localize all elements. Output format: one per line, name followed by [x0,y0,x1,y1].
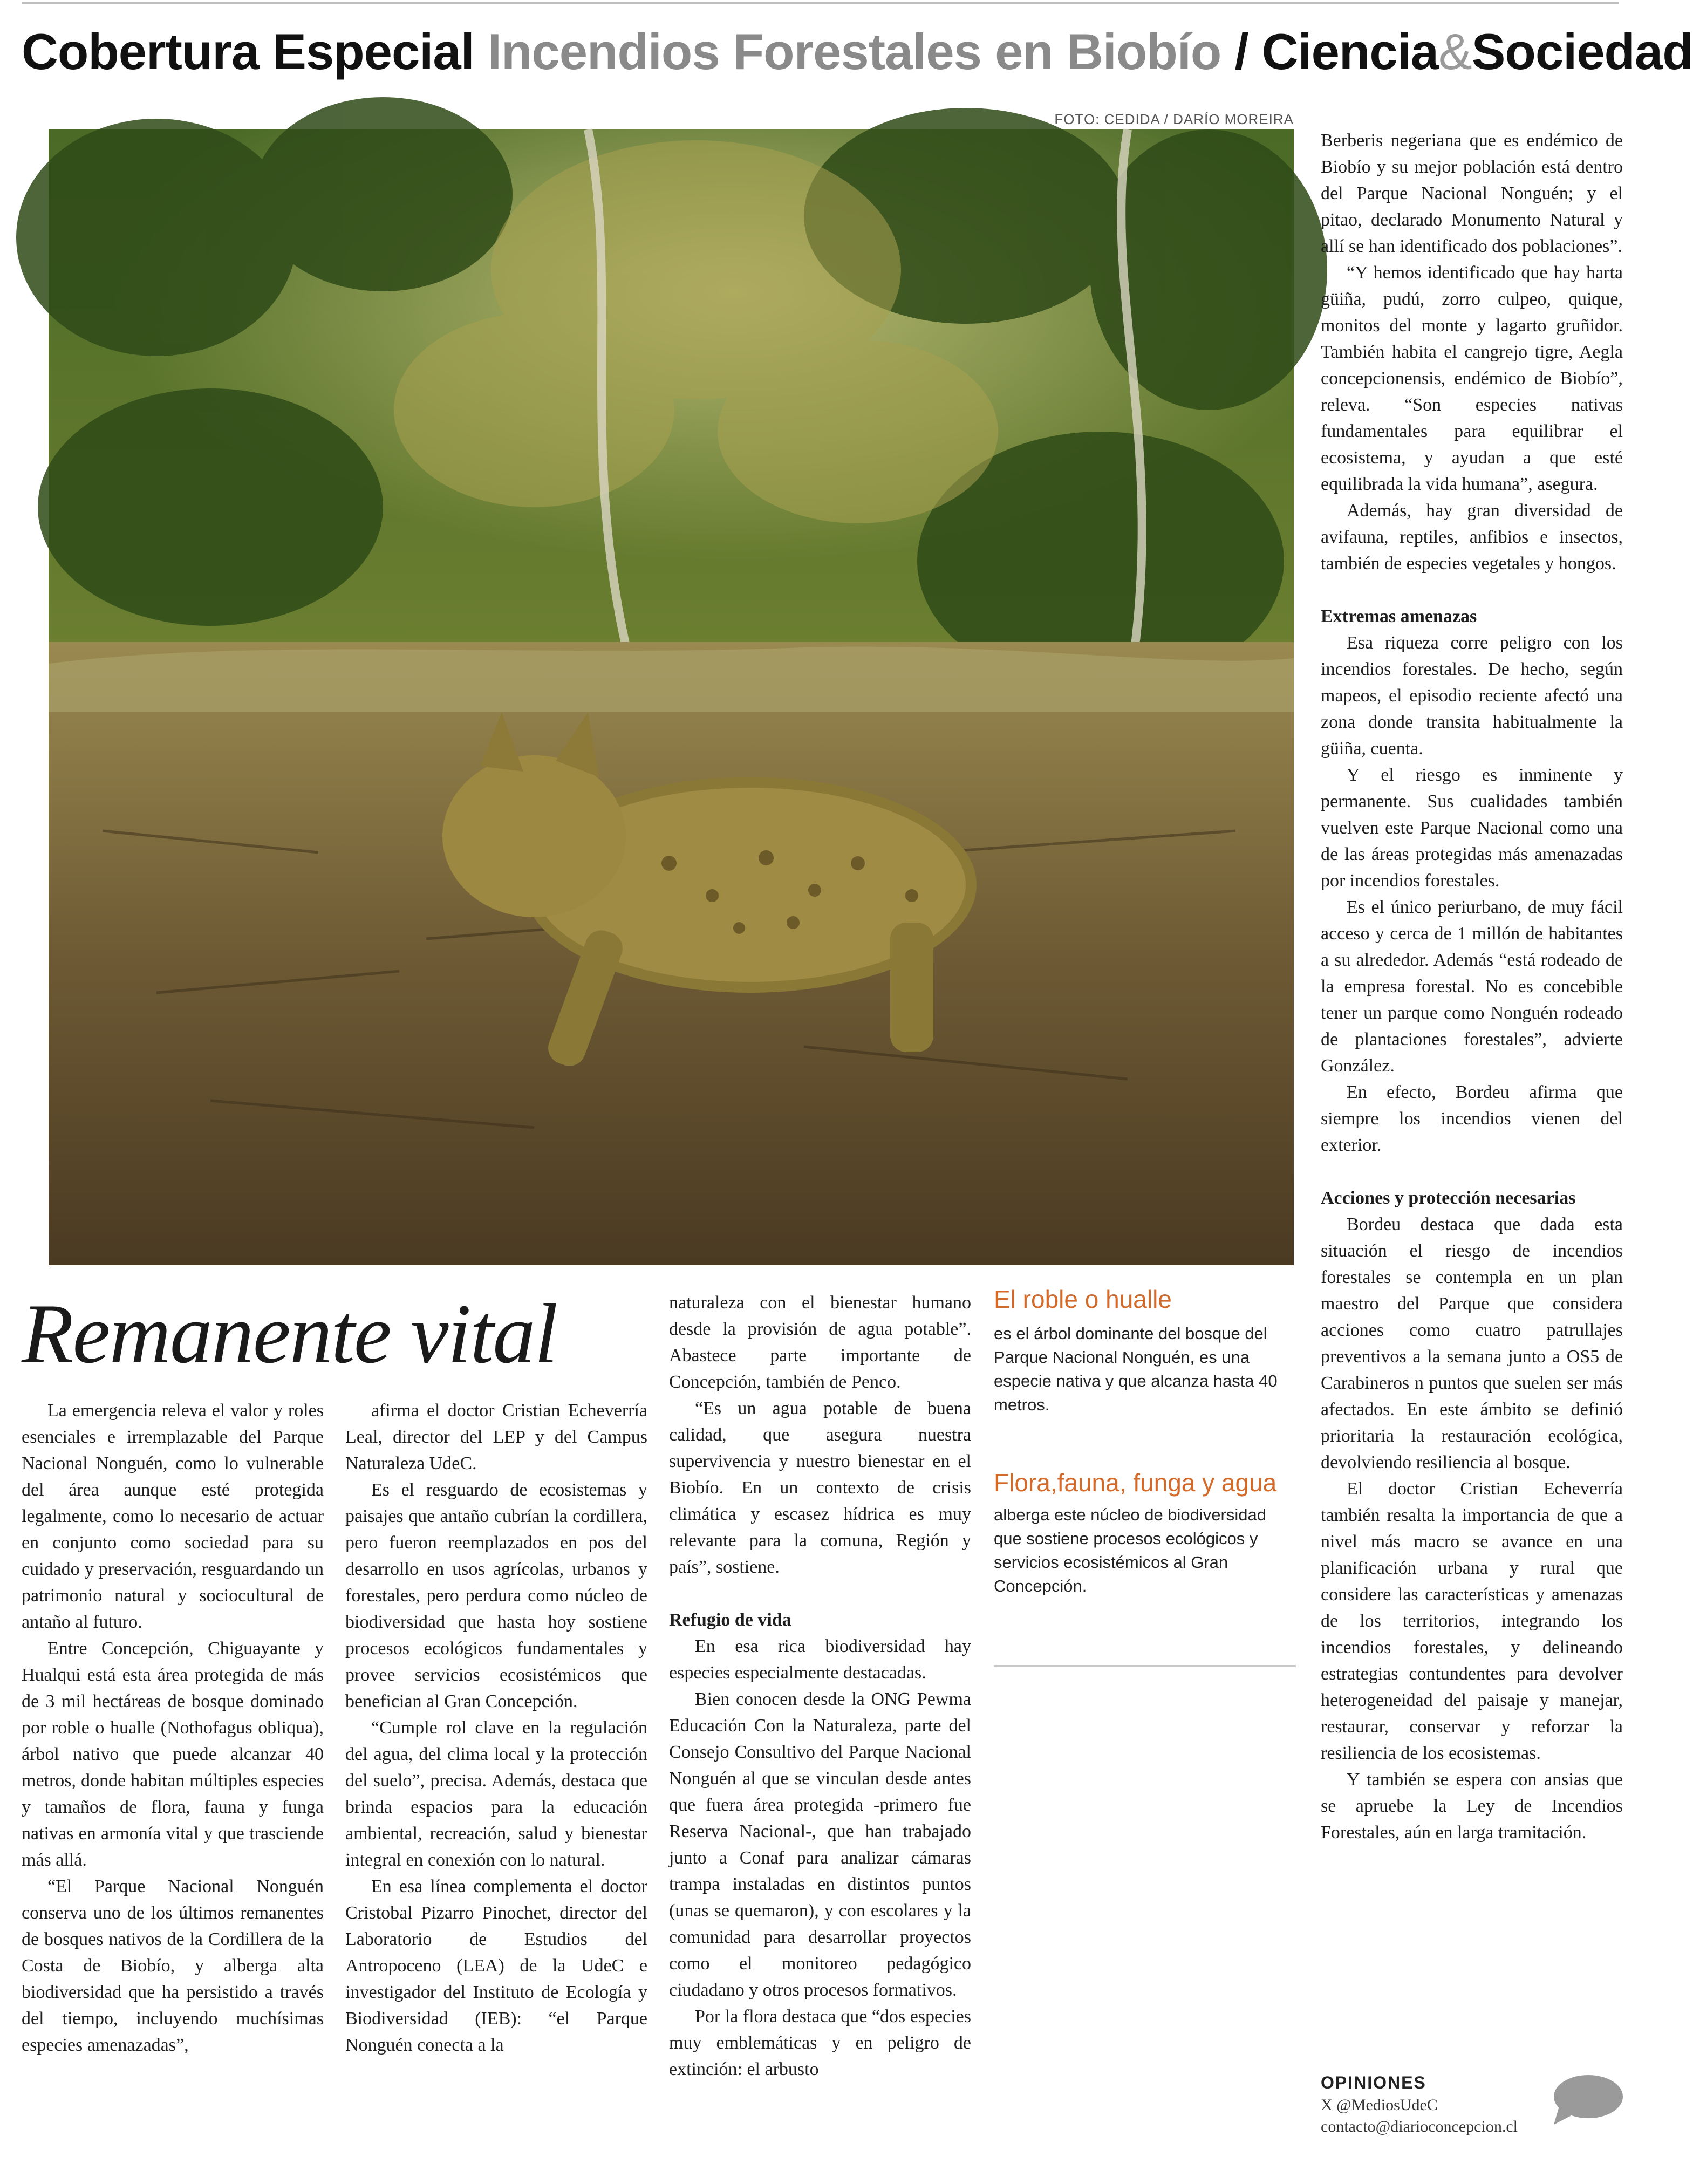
page-header [22,19,1693,84]
article-column-3 [669,1289,971,2083]
paragraph: naturaleza con el bienestar humano desde la provisión de agua potable”. Abastece parte importante de Concepción, también de Penco. [669,1293,971,1392]
paragraph: Además, hay gran diversidad de avifauna, reptiles, anfibios e insectos, también de especies vegetales y hongos. [1321,501,1623,574]
article-photo [49,129,1294,1265]
header-separator: / [1221,23,1262,80]
paragraph: “Y hemos identificado que hay harta güiña, pudú, zorro culpeo, quique, monitos del monte y lagarto gruñidor. También habita el cangrejo tigre, Aegla concepcionensis, endémico de Biobío”, releva. “Son especies nativas fundamentales para equilibrar el ecosistema, y ayudan a que esté equilibrada la vida humana”, asegura. [1321,263,1623,494]
photo-credit: FOTO: CEDIDA / DARÍO MOREIRA [1054,111,1294,127]
article-column-4 [1321,127,1623,1846]
paragraph: El doctor Cristian Echeverría también resalta la importancia de que a nivel más macro se avance en una planificación urbana y rural que considere las características y amenazas de los territorios, integrando los incendios forestales, y delineando estrategias contundentes para devolver heterogeneidad del paisaje y manejar, restaurar, conservar y reforzar la resiliencia de los ecosistemas. [1321,1479,1623,1763]
fact-box-roble [994,1284,1296,1417]
fact-title: El roble o hualle [994,1285,1172,1313]
footer-social[interactable]: X @MediosUdeC [1321,2096,1438,2114]
paragraph: afirma el doctor Cristian Echeverría Leal, director del LEP y del Campus Naturaleza UdeC. [345,1401,647,1473]
footer-title: OPINIONES [1321,2073,1426,2092]
paragraph: Bordeu destaca que dada esta situación el riesgo de incendios forestales se contempla en un plan maestro del Parque que considera acciones como cuatro patrullajes preventivos a la semana junto a OS5 de Carabineros n puntos que suelen ser más afectados. En este ámbito se definió prioritaria la restauración ecológica, devolviendo resiliencia al bosque. [1321,1214,1623,1472]
category-a: Ciencia [1261,23,1439,80]
article-column-2 [345,1397,647,2058]
paragraph: La emergencia releva el valor y roles esenciales e irremplazable del Parque Nacional Nonguén, como lo vulnerable del área aunque esté protegida legalmente, como lo necesario de actuar en conjunto como sociedad para su cuidado y preservación, resguardando un patrimonio natural y sociocultural de antaño al futuro. [22,1401,324,1632]
paragraph: En esa línea complementa el doctor Cristobal Pizarro Pinochet, director del Laboratorio de Estudios del Antropoceno (LEA) de la UdeC e investigador del Instituto de Ecología y Biodiversidad (IEB): “el Parque Nonguén conecta a la [345,1876,647,2055]
subheading-refugio: Refugio de vida [669,1610,791,1630]
speech-bubble-icon [1548,2073,1624,2127]
footer-email[interactable]: contacto@diarioconcepcion.cl [1321,2118,1518,2135]
paragraph: “El Parque Nacional Nonguén conserva uno de los últimos remanentes de bosques nativos de la Cordillera de la Costa de Biobío, y alberga alta biodiversidad que ha persistido a través del tiempo, incluyendo muchísimas especies amenazadas”, [22,1876,324,2055]
paragraph: Es el único periurbano, de muy fácil acceso y cerca de 1 millón de habitantes a su alrededor. Además “está rodeado de la empresa forestal. No es concebible tener un parque como Nonguén rodeado de plantaciones forestales”, advierte González. [1321,897,1623,1076]
paragraph: Entre Concepción, Chiguayante y Hualqui está esta área protegida de más de 3 mil hectáreas de bosque dominado por roble o hualle (Nothofagus obliqua), árbol nativo que puede alcanzar 40 metros, donde habitan múltiples especies y tamaños de flora, fauna y funga nativas en armonía vital y que trasciende más allá. [22,1639,324,1870]
topic-label: Incendios Forestales en Biobío [487,23,1221,80]
paragraph: Y el riesgo es inminente y permanente. Sus cualidades también vuelven este Parque Nacional como una de las áreas protegidas más amenazadas por incendios forestales. [1321,765,1623,891]
subheading-acciones: Acciones y protección necesarias [1321,1188,1576,1208]
category-b: Sociedad [1471,23,1693,80]
section-label: Cobertura Especial [22,23,474,80]
paragraph: En esa rica biodiversidad hay especies especialmente destacadas. [669,1636,971,1683]
paragraph: En efecto, Bordeu afirma que siempre los incendios vienen del exterior. [1321,1082,1623,1155]
paragraph: Por la flora destaca que “dos especies muy emblemáticas y en peligro de extinción: el arbusto [669,2006,971,2079]
divider [994,1665,1296,1667]
subheading-amenazas: Extremas amenazas [1321,606,1477,626]
fact-title: Flora,fauna, funga y agua [994,1469,1277,1497]
paragraph: “Cumple rol clave en la regulación del agua, del clima local y la protección del suelo”, precisa. Además, destaca que brinda espacios para la educación ambiental, recreación, salud y bienestar integral en conexión con lo natural. [345,1718,647,1870]
top-rule [22,2,1619,4]
sidebar-facts [994,1284,1296,2180]
paragraph: Es el resguardo de ecosistemas y paisajes que antaño cubrían la cordillera, pero fueron reemplazados en pos del desarrollo en usos agrícolas, urbanos y forestales, pero perdura como núcleo de biodiversidad que hasta hoy sostiene procesos ecológicos fundamentales y provee servicios ecosistémicos que benefician al Gran Concepción. [345,1480,647,1711]
paragraph: Esa riqueza corre peligro con los incendios forestales. De hecho, según mapeos, el episodio reciente afectó una zona donde transita habitualmente la güiña, cuenta. [1321,633,1623,759]
fact-text: es el árbol dominante del bosque del Parque Nacional Nonguén, es una especie nativa y que alcanza hasta 40 metros. [994,1324,1278,1414]
article-headline: Remanente vital [22,1287,557,1381]
fact-text: alberga este núcleo de biodiversidad que sostiene procesos ecológicos y servicios ecosistémicos al Gran Concepción. [994,1505,1266,1595]
paragraph: Berberis negeriana que es endémico de Biobío y su mejor población está dentro del Parque Nacional Nonguén; y el pitao, declarado Monumento Natural y allí se han identificado dos poblaciones”. [1321,131,1623,256]
paragraph: Y también se espera con ansias que se apruebe la Ley de Incendios Forestales, aún en larga tramitación. [1321,1770,1623,1842]
photo-illustration [49,129,1294,1265]
paragraph: “Es un agua potable de buena calidad, que asegura nuestra supervivencia y nuestro bienestar en el Biobío. En un contexto de crisis climática y escasez hídrica es muy relevante para la comuna, Región y país”, sostiene. [669,1398,971,1577]
fact-box-flora [994,1468,1296,1598]
paragraph: Bien conocen desde la ONG Pewma Educación Con la Naturaleza, parte del Consejo Consultivo del Parque Nacional Nonguén al que se vinculan desde antes que fuera área protegida -primero fue Reserva Nacional-, que han trabajado junto a Conaf para analizar cámaras trampa instaladas en distintos puntos (unas se quemaron), y con escolares y la comunidad para desarrollar proyectos como el monitoreo pedagógico ciudadano y otros procesos formativos. [669,1689,971,2000]
category-amp: & [1438,23,1472,80]
article-column-1 [22,1397,324,2058]
